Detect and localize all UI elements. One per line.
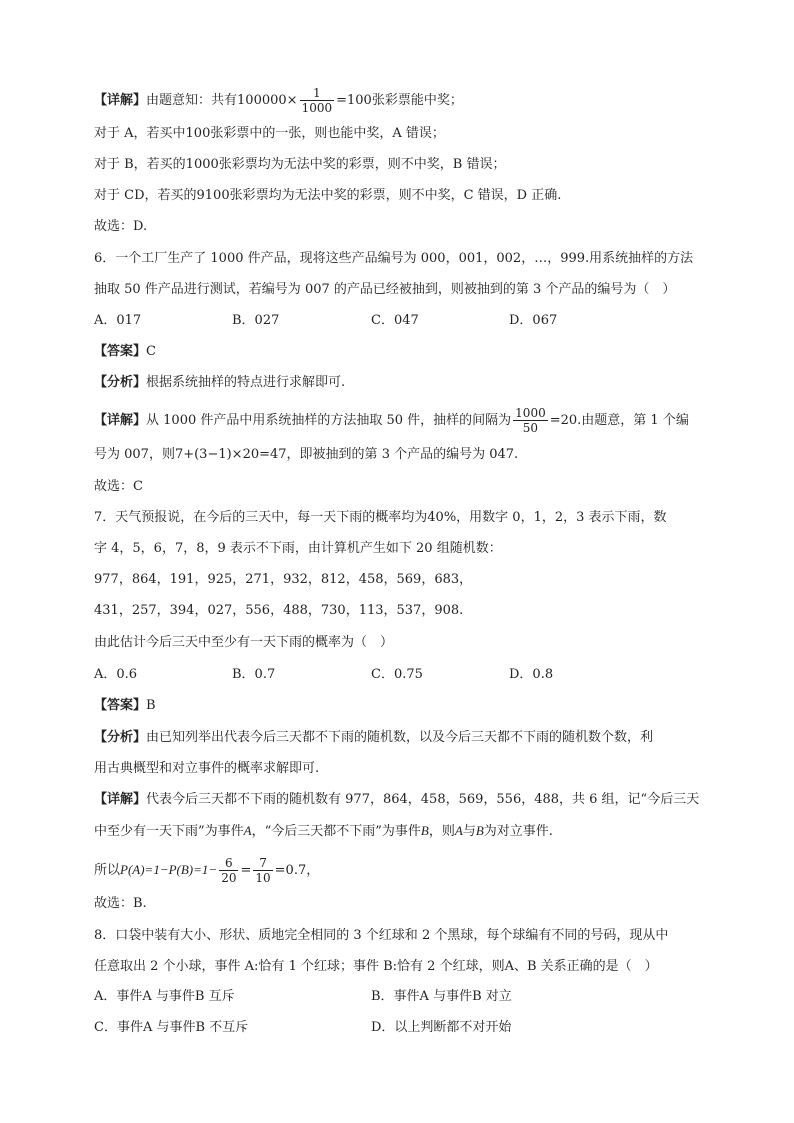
analysis-tag: 【分析】	[94, 375, 147, 390]
q6-stem-line2: 抽取 50 件产品进行测试，若编号为 007 的产品已经被抽到，则被抽到的第 3 个产品的编号为（ ）	[94, 282, 676, 297]
q6-option-c: C．047	[371, 313, 419, 328]
answer-value: B	[146, 698, 156, 713]
q7-option-a: A．0.6	[94, 667, 138, 682]
times-sign: ×	[286, 93, 298, 108]
detail-tag: 【详解】	[94, 792, 147, 807]
text: 从 1000 件产品中用系统抽样的方法抽取 50 件，抽样的间隔为	[146, 413, 512, 428]
equals: =	[240, 863, 252, 878]
analysis-text: 根据系统抽样的特点进行求解即可.	[146, 375, 346, 390]
q5-detail-line4: 对于 CD，若买的9100张彩票均为无法中奖的彩票，则不中奖，C 错误，D 正确.	[94, 188, 562, 203]
q7-analysis-line2: 用古典概型和对立事件的概率求解即可.	[94, 761, 320, 776]
q6-analysis	[94, 373, 345, 393]
q7-stem-line1: 7．天气预报说，在今后的三天中，每一天下雨的概率均为40%，用数字 0，1，2，3 表示下雨，数	[94, 510, 667, 525]
q8-option-a: A．事件A 与事件B 互斥	[94, 989, 235, 1004]
q7-option-c: C．0.75	[371, 667, 423, 682]
q7-answer	[94, 696, 156, 716]
q7-formula-line	[94, 856, 319, 885]
q8-option-d: D．以上判断都不对开始	[371, 1020, 512, 1035]
q7-random-numbers-1: 977，864，191，925，271，932，812，458，569，683，	[94, 572, 473, 587]
event-a: A	[454, 823, 463, 838]
answer-value: C	[146, 344, 156, 359]
detail-text: 代表今后三天都不下雨的随机数有 977，864，458，569，556，488，共 6 组，记“今后三天	[146, 792, 700, 807]
q6-detail-line1	[94, 406, 689, 435]
text: ，“今后三天都不下雨”为事件	[251, 824, 421, 839]
q6-detail-line2: 号为 007，则7+(3−1)×20=47，即被抽到的第 3 个产品的编号为 047.	[94, 447, 519, 462]
text: =0.7，	[274, 863, 320, 878]
numerator: 1000	[515, 406, 546, 420]
q7-detail-line1	[94, 790, 699, 810]
q8-stem-line1: 8．口袋中装有大小、形状、质地完全相同的 3 个红球和 2 个黑球，每个球编有不同的号码，现从中	[94, 928, 669, 943]
text: 所以	[94, 863, 121, 878]
detail-tag: 【详解】	[94, 93, 147, 108]
analysis-tag: 【分析】	[94, 730, 147, 745]
text: 中至少有一天下雨”为事件	[94, 824, 244, 839]
q7-option-b: B．0.7	[232, 667, 276, 682]
numerator: 7	[253, 856, 272, 871]
fraction	[219, 856, 238, 885]
text: ，则	[428, 824, 455, 839]
event-b: B	[420, 823, 429, 838]
q7-stem-line5: 由此估计今后三天中至少有一天下雨的概率为（ ）	[94, 635, 394, 650]
text: 由题意知：共有	[146, 93, 238, 108]
event-a: A	[243, 823, 252, 838]
q7-option-d: D．0.8	[509, 667, 554, 682]
q8-option-b: B．事件A 与事件B 对立	[371, 989, 512, 1004]
q5-select: 故选：D.	[94, 219, 148, 234]
answer-tag: 【答案】	[94, 698, 147, 713]
q6-answer	[94, 342, 156, 362]
q8-stem-line2: 任意取出 2 个小球，事件 A:恰有 1 个红球；事件 B:恰有 2 个红球，则A、B 关系正确的是（ ）	[94, 959, 658, 974]
denominator: 1000	[301, 101, 333, 115]
q6-stem-line1: 6．一个工厂生产了 1000 件产品，现将这些产品编号为 000，001，002，…，999.用系统抽样的方法	[94, 251, 694, 266]
q5-detail-line3: 对于 B，若买的1000张彩票均为无法中奖的彩票，则不中奖，B 错误；	[94, 157, 506, 172]
formula: P(A)=1−P(B)=1−	[120, 862, 218, 877]
denominator: 10	[255, 871, 271, 885]
number: 100000	[237, 93, 287, 108]
event-b: B	[475, 823, 484, 838]
analysis-text: 由已知列举出代表今后三天都不下雨的随机数，以及今后三天都不下雨的随机数个数，利	[146, 730, 654, 745]
q5-detail-line1	[94, 86, 463, 115]
q8-option-c: C．事件A 与事件B 不互斥	[94, 1020, 249, 1035]
denominator: 20	[221, 871, 237, 885]
fraction	[513, 406, 548, 435]
fraction	[253, 856, 272, 885]
numerator: 6	[219, 856, 238, 871]
q7-analysis-line1	[94, 728, 653, 748]
denominator: 50	[522, 421, 539, 435]
answer-tag: 【答案】	[94, 344, 147, 359]
fraction	[300, 86, 335, 115]
text: 与	[462, 824, 476, 839]
q7-select: 故选：B.	[94, 896, 147, 911]
text: 为对立事件.	[483, 824, 553, 839]
q6-option-d: D．067	[509, 313, 558, 328]
q6-select: 故选：C	[94, 479, 143, 494]
q5-detail-line2: 对于 A，若买中100张彩票中的一张，则也能中奖，A 错误；	[94, 126, 445, 141]
text: =20.由题意，第 1 个编	[549, 413, 689, 428]
q7-random-numbers-2: 431，257，394，027，556，488，730，113，537，908.	[94, 603, 464, 618]
q7-detail-line2	[94, 821, 553, 842]
numerator: 1	[300, 86, 335, 101]
q6-option-a: A．017	[94, 313, 142, 328]
detail-tag: 【详解】	[94, 413, 147, 428]
q7-stem-line2: 字 4，5，6，7，8，9 表示不下雨，由计算机产生如下 20 组随机数：	[94, 541, 502, 556]
text: =100张彩票能中奖；	[336, 93, 463, 108]
q6-option-b: B．027	[232, 313, 280, 328]
